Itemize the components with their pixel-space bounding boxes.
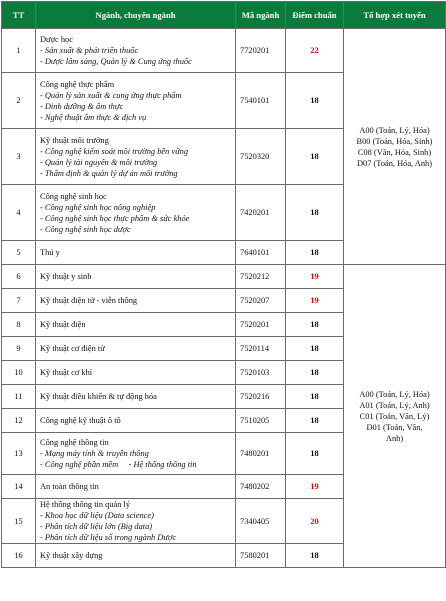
combination-line: C08 (Văn, Hóa, Sinh) bbox=[357, 147, 432, 157]
specialization: - Công nghệ kiểm soát môi trường bền vững bbox=[40, 146, 189, 156]
combination-line: A00 (Toán, Lý, Hóa) bbox=[359, 125, 430, 135]
row-number: 13 bbox=[2, 433, 36, 475]
specialization: - Mạng máy tính & truyền thông bbox=[40, 449, 149, 458]
major-cell bbox=[36, 129, 236, 185]
major-cell bbox=[36, 73, 236, 129]
header-score: Điểm chuẩn bbox=[286, 2, 344, 29]
major-cell bbox=[36, 475, 236, 499]
cutoff-score: 18 bbox=[286, 73, 344, 129]
major-code: 7520320 bbox=[236, 129, 286, 185]
major-code: 7520212 bbox=[236, 265, 286, 289]
cutoff-score: 18 bbox=[286, 129, 344, 185]
table-row bbox=[2, 265, 446, 289]
major-name: Kỹ thuật y sinh bbox=[40, 272, 92, 281]
cutoff-score: 22 bbox=[286, 29, 344, 73]
cutoff-score: 18 bbox=[286, 433, 344, 475]
subject-combinations bbox=[344, 265, 446, 568]
specialization: - Thẩm định & quản lý dự án môi trường bbox=[40, 168, 178, 178]
major-name: Kỹ thuật cơ khí bbox=[40, 368, 93, 377]
cutoff-score: 18 bbox=[286, 241, 344, 265]
major-cell bbox=[36, 185, 236, 241]
major-name: Công nghệ kỹ thuật ô tô bbox=[40, 416, 121, 425]
cutoff-score: 18 bbox=[286, 544, 344, 568]
major-name: Kỹ thuật điều khiển & tự động hóa bbox=[40, 392, 157, 401]
major-cell bbox=[36, 241, 236, 265]
major-cell bbox=[36, 385, 236, 409]
specialization: - Quản lý tài nguyên & môi trường bbox=[40, 157, 158, 167]
major-code: 7580201 bbox=[236, 544, 286, 568]
admissions-table bbox=[1, 1, 446, 568]
major-cell bbox=[36, 361, 236, 385]
combination-line: B00 (Toán, Hóa, Sinh) bbox=[356, 136, 433, 146]
row-number: 6 bbox=[2, 265, 36, 289]
major-code: 7520207 bbox=[236, 289, 286, 313]
specialization: - Dinh dưỡng & ẩm thực bbox=[40, 101, 124, 111]
row-number: 3 bbox=[2, 129, 36, 185]
major-cell bbox=[36, 265, 236, 289]
major-name: Kỹ thuật điện bbox=[40, 320, 86, 329]
specialization: - Nghệ thuật ẩm thực & dịch vụ bbox=[40, 112, 147, 122]
major-cell bbox=[36, 289, 236, 313]
major-name: Công nghệ sinh học bbox=[40, 191, 107, 201]
specialization: - Quản lý sản xuất & cung ứng thực phẩm bbox=[40, 90, 182, 100]
major-cell bbox=[36, 499, 236, 544]
specialization: - Công nghệ sinh học dược bbox=[40, 224, 131, 234]
row-number: 1 bbox=[2, 29, 36, 73]
row-number: 12 bbox=[2, 409, 36, 433]
specialization: - Phân tích dữ liệu số trong ngành Dược bbox=[40, 533, 177, 542]
row-number: 2 bbox=[2, 73, 36, 129]
major-cell bbox=[36, 313, 236, 337]
major-code: 7520216 bbox=[236, 385, 286, 409]
cutoff-score: 19 bbox=[286, 265, 344, 289]
major-cell bbox=[36, 337, 236, 361]
major-cell bbox=[36, 29, 236, 73]
major-cell bbox=[36, 409, 236, 433]
table-body bbox=[2, 29, 446, 568]
specialization: - Khoa học dữ liệu (Data science) bbox=[40, 511, 154, 520]
combination-line: A01 (Toán, Lý, Anh) bbox=[359, 400, 430, 410]
major-code: 7420201 bbox=[236, 185, 286, 241]
combination-line: Anh) bbox=[385, 433, 404, 443]
major-name: Hệ thống thông tin quản lý bbox=[40, 500, 131, 509]
header-code: Mã ngành bbox=[236, 2, 286, 29]
cutoff-score: 18 bbox=[286, 185, 344, 241]
row-number: 10 bbox=[2, 361, 36, 385]
combination-line: D01 (Toán, Văn, bbox=[366, 422, 423, 432]
major-name: Kỹ thuật môi trường bbox=[40, 135, 109, 145]
cutoff-score: 18 bbox=[286, 361, 344, 385]
specialization: - Phân tích dữ liệu lớn (Big data) bbox=[40, 522, 153, 531]
header-major: Ngành, chuyên ngành bbox=[36, 2, 236, 29]
header-row bbox=[2, 2, 446, 29]
major-name: Kỹ thuật điện tử - viễn thông bbox=[40, 296, 138, 305]
row-number: 4 bbox=[2, 185, 36, 241]
major-cell bbox=[36, 544, 236, 568]
major-code: 7540101 bbox=[236, 73, 286, 129]
row-number: 7 bbox=[2, 289, 36, 313]
cutoff-score: 18 bbox=[286, 337, 344, 361]
header-combo: Tổ hợp xét tuyển bbox=[344, 2, 446, 29]
cutoff-score: 18 bbox=[286, 313, 344, 337]
subject-combinations bbox=[344, 29, 446, 265]
major-code: 7520114 bbox=[236, 337, 286, 361]
cutoff-score: 18 bbox=[286, 409, 344, 433]
row-number: 14 bbox=[2, 475, 36, 499]
major-name: Công nghệ thực phẩm bbox=[40, 79, 115, 89]
major-name: Dược học bbox=[40, 35, 73, 44]
major-name: Công nghệ thông tin bbox=[40, 438, 109, 447]
major-code: 7480201 bbox=[236, 433, 286, 475]
row-number: 9 bbox=[2, 337, 36, 361]
major-cell bbox=[36, 433, 236, 475]
specialization: - Công nghệ sinh học nông nghiệp bbox=[40, 202, 156, 212]
major-code: 7520103 bbox=[236, 361, 286, 385]
major-name: Thú y bbox=[40, 248, 60, 257]
row-number: 5 bbox=[2, 241, 36, 265]
major-name: Kỹ thuật xây dựng bbox=[40, 551, 103, 560]
combination-line: D07 (Toán, Hóa, Anh) bbox=[356, 158, 432, 168]
major-code: 7520201 bbox=[236, 313, 286, 337]
major-name: An toàn thông tin bbox=[40, 482, 99, 491]
cutoff-score: 20 bbox=[286, 499, 344, 544]
table-row bbox=[2, 29, 446, 73]
cutoff-score: 18 bbox=[286, 385, 344, 409]
row-number: 11 bbox=[2, 385, 36, 409]
specialization: - Dược lâm sàng, Quản lý & Cung ứng thuốc bbox=[40, 57, 192, 66]
major-code: 7720201 bbox=[236, 29, 286, 73]
row-number: 15 bbox=[2, 499, 36, 544]
combination-line: A00 (Toán, Lý, Hóa) bbox=[359, 389, 430, 399]
combination-line: C01 (Toán, Văn, Lý) bbox=[359, 411, 430, 421]
row-number: 16 bbox=[2, 544, 36, 568]
major-code: 7340405 bbox=[236, 499, 286, 544]
major-name: Kỹ thuật cơ điện tử bbox=[40, 344, 105, 353]
major-code: 7640101 bbox=[236, 241, 286, 265]
specialization: - Công nghệ phần mềm - Hệ thống thông tin bbox=[40, 460, 197, 469]
cutoff-score: 19 bbox=[286, 289, 344, 313]
major-code: 7510205 bbox=[236, 409, 286, 433]
row-number: 8 bbox=[2, 313, 36, 337]
header-stt: TT bbox=[2, 2, 36, 29]
specialization: - Công nghệ sinh học thực phẩm & sức khỏe bbox=[40, 213, 190, 223]
specialization: - Sản xuất & phát triển thuốc bbox=[40, 46, 139, 55]
admissions-table-container bbox=[1, 1, 445, 599]
cutoff-score: 19 bbox=[286, 475, 344, 499]
major-code: 7480202 bbox=[236, 475, 286, 499]
